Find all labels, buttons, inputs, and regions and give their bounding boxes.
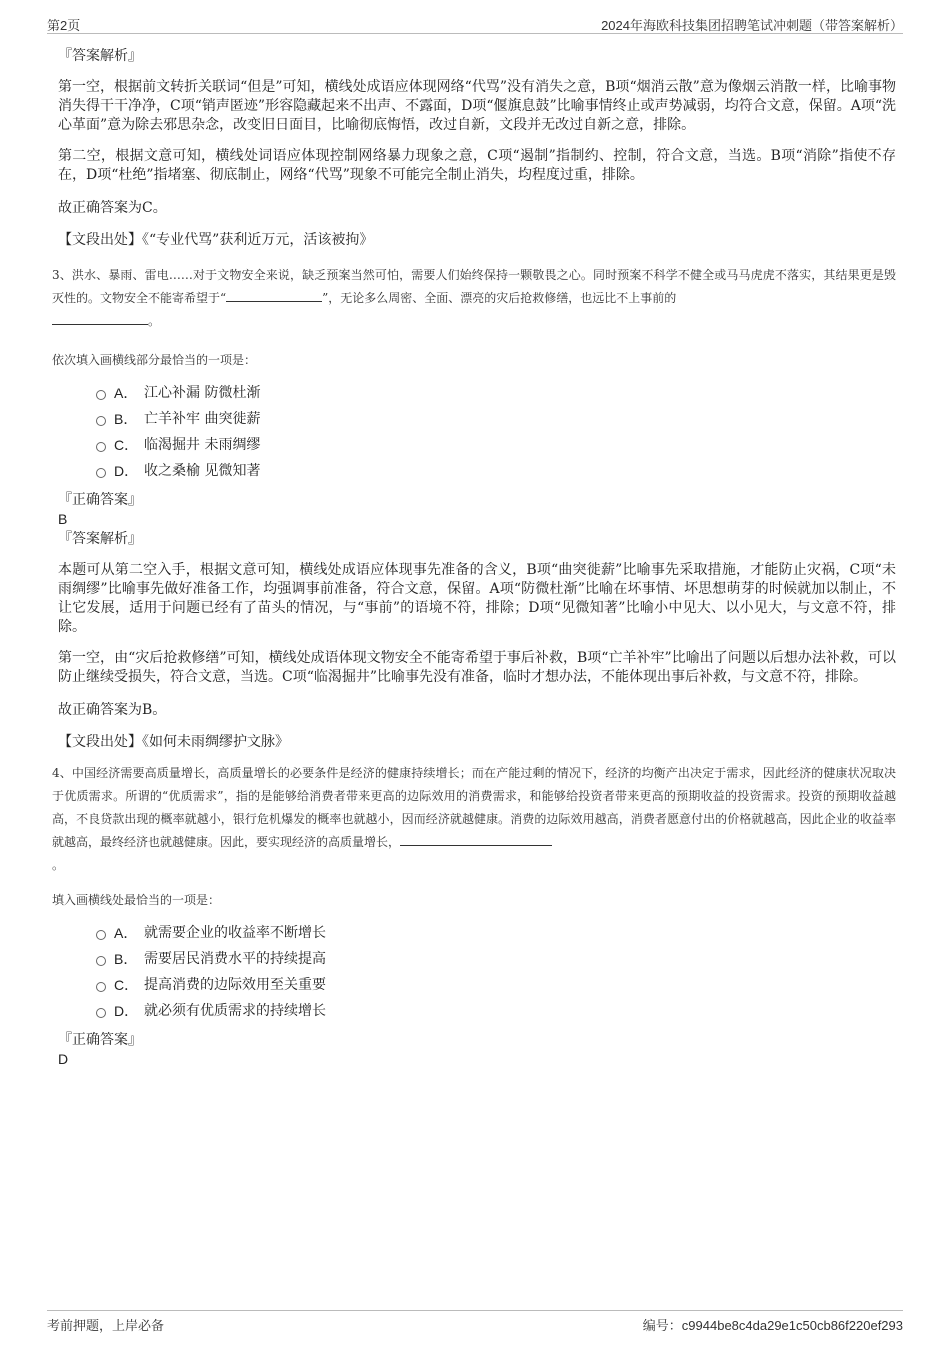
q4-options <box>96 920 896 1024</box>
q3-text-part-a: 3、洪水、暴雨、雷电……对于文物安全来说，缺乏预案当然可怕，需要人们始终保持一颗敬畏之心。同时预案不科学不健全或马马虎虎不落实，其结果更是毁灭性的。文物安全不能寄希望于“ <box>52 268 896 305</box>
document-title: 2024年海欧科技集团招聘笔试冲刺题（带答案解析） <box>601 18 903 33</box>
q3-option-b[interactable]: B． 亡羊补牢 曲突徙薪 <box>96 406 896 432</box>
q4-option-a[interactable]: A． 就需要企业的收益率不断增长 <box>96 920 896 946</box>
q3-blank-2 <box>52 312 148 325</box>
q2-analysis-para-2: 第二空，根据文意可知，横线处词语应体现控制网络暴力现象之意，C项“遏制”指制约、控制，符合文意，当选。B项“消除”指使不存在，D项“杜绝”指堵塞、彻底制止，网络“代骂”现象不可能完全制止消失，均程度过重，排除。 <box>58 148 896 183</box>
page-footer <box>47 1310 903 1336</box>
q4-text-part-b: 。 <box>52 858 65 872</box>
q4-option-d[interactable]: D． 就必须有优质需求的持续增长 <box>96 998 896 1024</box>
q3-correct-answer: B <box>58 511 68 527</box>
q3-analysis-label: 『答案解析』 <box>58 531 142 547</box>
page-number: 第2页 <box>47 18 81 33</box>
q4-correct-label: 『正确答案』 <box>58 1032 142 1048</box>
radio-icon[interactable] <box>96 956 106 966</box>
q4-blank <box>400 833 552 846</box>
q2-analysis-para-1: 第一空，根据前文转折关联词“但是”可知，横线处成语应体现网络“代骂”没有消失之意，B项“烟消云散”意为像烟云消散一样，比喻事物消失得干干净净，C项“销声匿迹”形容隐藏起来不出声、不露面，D项“偃旗息鼓”比喻事情终止或声势减弱，均符合文意，保留。A项“洗心革面”意为除去邪思杂念，改变旧日面目，比喻彻底悔悟，改过自新，文段并无改过自新之意，排除。 <box>58 79 896 133</box>
q3-question-text <box>52 264 896 333</box>
page-content <box>52 46 896 1069</box>
q3-conclusion: 故正确答案为B。 <box>58 702 167 718</box>
page-header <box>47 13 903 34</box>
q4-text-part-a: 4、中国经济需要高质量增长，高质量增长的必要条件是经济的健康持续增长；而在产能过剩的情况下，经济的均衡产出决定于需求，因此经济的健康状况取决于优质需求。所谓的“优质需求”，指的是能够给消费者带来更高的边际效用的消费需求，和能够给投资者带来更高的预期收益的投资需求。投资的预期收益越高，不良贷款出现的概率就越小，银行危机爆发的概率也就越小，因而经济就越健康。消费的边际效用越高，消费者愿意付出的价格就越高，因此企业的收益率就越高，最终经济也就越健康。因此，要实现经济的高质量增长， <box>52 766 896 849</box>
footer-slogan: 考前押题，上岸必备 <box>47 1318 165 1333</box>
q3-option-d[interactable]: D． 收之桑榆 见微知著 <box>96 458 896 484</box>
radio-icon[interactable] <box>96 442 106 452</box>
q3-option-a[interactable]: A． 江心补漏 防微杜渐 <box>96 380 896 406</box>
q4-correct-answer: D <box>58 1051 69 1067</box>
radio-icon[interactable] <box>96 930 106 940</box>
q4-option-b[interactable]: B． 需要居民消费水平的持续提高 <box>96 946 896 972</box>
q3-analysis-para-2: 第一空，由“灾后抢救修缮”可知，横线处成语体现文物安全不能寄希望于事后补救，B项“亡羊补牢”比喻出了问题以后想办法补救，可以防止继续受损失，符合文意，当选。C项“临渴掘井”比喻事先没有准备，临时才想办法，不能体现出事后补救，与文意不符，排除。 <box>58 650 896 685</box>
q3-prompt: 依次填入画横线部分最恰当的一项是： <box>52 353 257 367</box>
q4-question-text <box>52 762 896 877</box>
q3-blank-1 <box>226 289 322 302</box>
q2-source: 【文段出处】《“专业代骂”获利近万元，活该被拘》 <box>58 232 374 248</box>
q2-conclusion: 故正确答案为C。 <box>58 200 167 216</box>
document-code <box>643 1315 903 1334</box>
q3-analysis-para-1: 本题可从第二空入手，根据文意可知，横线处成语应体现事先准备的含义，B项“曲突徙薪”比喻事先采取措施，才能防止灾祸，C项“未雨绸缪”比喻事先做好准备工作，均强调事前准备，符合文意，保留。A项“防微杜渐”比喻在坏事情、坏思想萌芽的时候就加以制止，不让它发展，适用于问题已经有了苗头的情况，与“事前”的语境不符，排除；D项“见微知著”比喻小中见大、以小见大，与文意不符，排除。 <box>58 562 896 635</box>
radio-icon[interactable] <box>96 982 106 992</box>
radio-icon[interactable] <box>96 1008 106 1018</box>
radio-icon[interactable] <box>96 468 106 478</box>
q3-option-c[interactable]: C． 临渴掘井 未雨绸缪 <box>96 432 896 458</box>
document-code-value: c9944be8c4da29e1c50cb86f220ef293 <box>681 1318 903 1333</box>
q4-prompt: 填入画横线处最恰当的一项是： <box>52 893 221 907</box>
radio-icon[interactable] <box>96 390 106 400</box>
q3-correct-label: 『正确答案』 <box>58 492 142 508</box>
q3-source: 【文段出处】《如何未雨绸缪护文脉》 <box>58 734 289 750</box>
q3-text-part-c: 。 <box>148 314 161 328</box>
q4-option-c[interactable]: C． 提高消费的边际效用至关重要 <box>96 972 896 998</box>
q3-text-part-b: ”，无论多么周密、全面、漂亮的灾后抢救修缮，也远比不上事前的 <box>322 291 677 305</box>
q2-analysis-label: 『答案解析』 <box>58 48 142 64</box>
document-code-label: 编号： <box>642 1318 682 1333</box>
q3-options <box>96 380 896 484</box>
radio-icon[interactable] <box>96 416 106 426</box>
